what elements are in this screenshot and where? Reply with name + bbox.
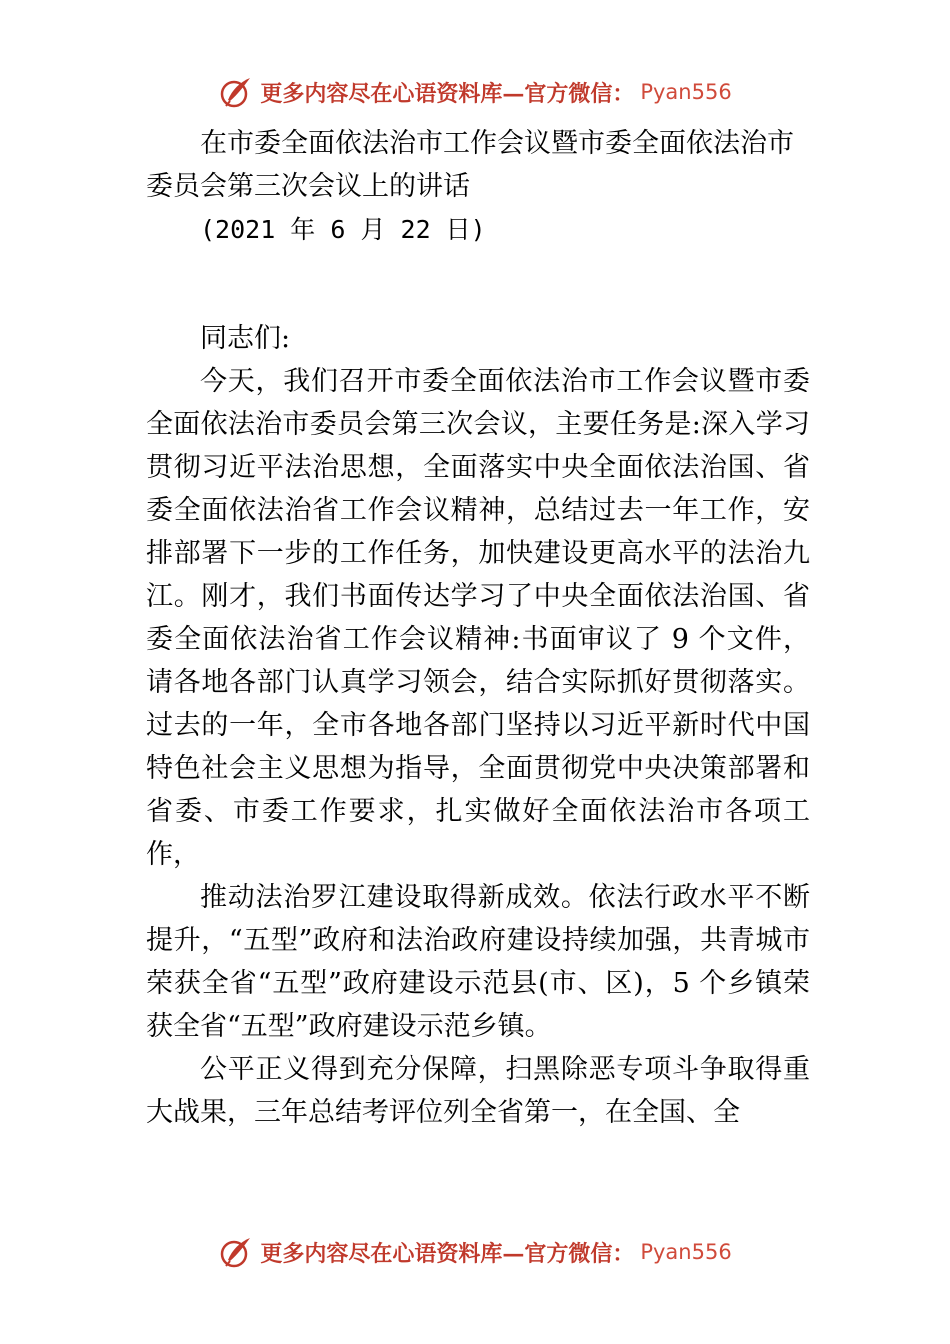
blank-line (146, 251, 810, 294)
wechat-handle: Pyan556 (640, 80, 732, 104)
header-banner (0, 72, 950, 112)
paragraph: 推动法治罗江建设取得新成效。依法行政水平不断提升，“五型”政府和法治政府建设持续加强，共青城市荣获全省“五型”政府建设示范县(市、区)，5 个乡镇荣获全省“五型”政府建设示范乡镇。 (146, 882, 810, 1042)
quill-logo-icon (218, 1234, 254, 1270)
paragraph: 公平正义得到充分保障，扫黑除恶专项斗争取得重大战果，三年总结考评位列全省第一，在全国、全 (146, 1054, 810, 1128)
document-body (146, 122, 810, 1134)
banner-text: 更多内容尽在心语资料库—官方微信： (260, 80, 635, 107)
document-title: 在市委全面依法治市工作会议暨市委全面依法治市委员会第三次会议上的讲话 (146, 128, 794, 202)
banner-text: 更多内容尽在心语资料库—官方微信： (260, 1240, 635, 1267)
wechat-handle: Pyan556 (640, 1240, 732, 1264)
footer-banner (0, 1232, 950, 1272)
document-date: (2021 年 6 月 22 日) (200, 215, 486, 244)
quill-logo-icon (218, 74, 254, 110)
salutation: 同志们: (200, 323, 291, 354)
paragraph: 今天，我们召开市委全面依法治市工作会议暨市委全面依法治市委员会第三次会议，主要任务是:深入学习贯彻习近平法治思想，全面落实中央全面依法治国、省委全面依法治省工作会议精神，总结过去一年工作，安排部署下一步的工作任务，加快建设更高水平的法治九江。刚才，我们书面传达学习了中央全面依法治国、省委全面依法治省工作会议精神:书面审议了 9 个文件，请各地各部门认真学习领会，结合实际抓好贯彻落实。过去的一年，全市各地各部门坚持以习近平新时代中国特色社会主义思想为指导，全面贯彻党中央决策部署和省委、市委工作要求，扎实做好全面依法治市各项工作， (146, 366, 810, 870)
